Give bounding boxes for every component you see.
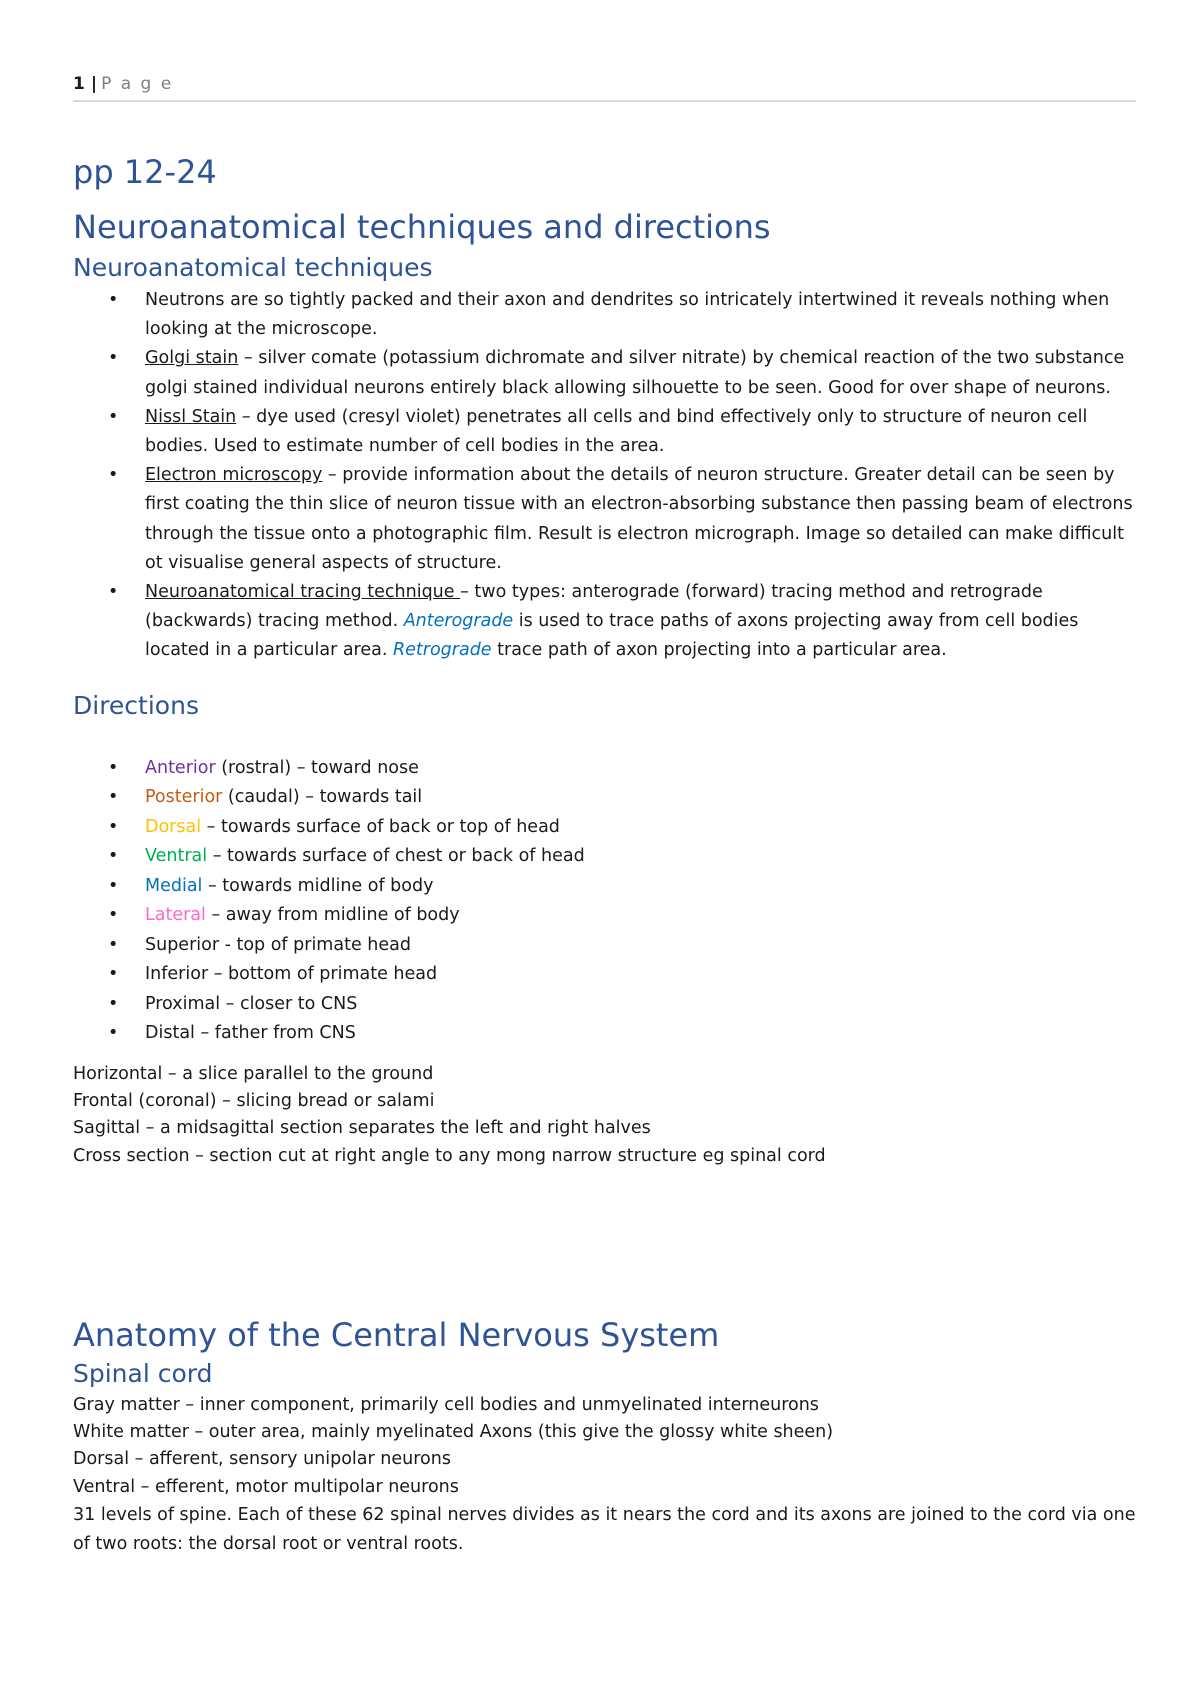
direction-term: Dorsal [145,816,202,837]
term-golgi-stain: Golgi stain [145,348,239,369]
bullet-icon: • [108,290,119,310]
direction-term: Lateral [145,905,206,926]
list-item: • Nissl Stain – dye used (cresyl violet) penetrates all cells and bind effectively only to structure of neuron cell bodies. Used to estimate number of cell bodies in the area. [73,403,1136,461]
direction-description: Inferior – bottom of primate head [145,964,438,985]
direction-item [73,754,1136,784]
direction-description: – towards surface of chest or back of head [207,846,585,867]
bullet-icon: • [108,934,119,955]
page-header [73,74,173,94]
bullet-icon: • [108,465,119,486]
subheading-directions: Directions [73,690,199,720]
page-number: 1 [73,74,85,94]
direction-description: Distal – father from CNS [145,1023,356,1044]
direction-item [73,960,1136,990]
direction-term: Ventral [145,846,208,867]
document-title: pp 12-24 [73,153,217,191]
direction-term: Anterior [145,757,216,778]
list-item: • Golgi stain – silver comate (potassium dichromate and silver nitrate) by chemical reaction of the two substance golgi stained individual neurons entirely black allowing silhouette to be seen. Good for over shape of neurons. [73,344,1136,402]
section-heading-techniques-directions: Neuroanatomical techniques and directions [73,208,771,246]
term-electron-microscopy: Electron microscopy [145,465,323,486]
direction-description: Superior - top of primate head [145,934,411,955]
direction-term: Medial [145,875,203,896]
spinal-cord-paragraph: 31 levels of spine. Each of these 62 spinal nerves divides as it nears the cord and its axons are joined to the cord via one of two roots: the dorsal root or ventral roots. [73,1505,1136,1555]
planes-list [73,1061,1136,1170]
list-item: • Neuroanatomical tracing technique – two types: anterograde (forward) tracing method and retrograde (backwards) tracing method. Anterograde is used to trace paths of axons projecting away from cell bodies located in a particular area. Retrograde trace path of axon projecting into a particular area. [73,578,1136,666]
direction-description: – away from midline of body [205,905,460,926]
direction-description: – towards surface of back or top of head [201,816,560,837]
bullet-icon: • [108,816,119,837]
direction-item [73,990,1136,1020]
page-label: P a g e [101,74,174,94]
subheading-spinal-cord: Spinal cord [73,1358,213,1388]
spinal-cord-lines [73,1392,1136,1501]
direction-item [73,813,1136,843]
direction-description: (rostral) – toward nose [215,757,419,778]
list-item: • Neutrons are so tightly packed and their axon and dendrites so intricately intertwined it reveals nothing when looking at the microscope. [73,286,1136,344]
term-tracing-technique: Neuroanatomical tracing technique [145,582,461,603]
bullet-icon: • [108,905,119,926]
direction-description: – towards midline of body [202,875,434,896]
direction-item [73,1019,1136,1049]
direction-item [73,901,1136,931]
term-retrograde: Retrograde [392,640,492,661]
direction-item [73,872,1136,902]
bullet-icon: • [108,993,119,1014]
plane-line: Horizontal – a slice parallel to the ground [73,1063,434,1084]
document-body [73,150,1136,1559]
bullet-icon: • [108,1023,119,1044]
header-rule [73,100,1136,102]
subheading-techniques: Neuroanatomical techniques [73,253,433,282]
spinal-cord-line: Dorsal – afferent, sensory unipolar neurons [73,1449,451,1470]
plane-line: Cross section – section cut at right angle to any mong narrow structure eg spinal cord [73,1145,826,1166]
directions-list [73,754,1136,1049]
bullet-icon: • [108,787,119,808]
bullet-icon: • [108,406,119,427]
direction-item [73,931,1136,961]
header-separator: | [90,74,98,94]
direction-term: Posterior [145,787,223,808]
direction-description: (caudal) – towards tail [222,787,423,808]
bullet-icon: • [108,964,119,985]
spinal-cord-line: Ventral – efferent, motor multipolar neurons [73,1476,459,1497]
direction-item [73,783,1136,813]
plane-line: Frontal (coronal) – slicing bread or salami [73,1090,435,1111]
bullet-icon: • [108,348,119,369]
spinal-cord-line: White matter – outer area, mainly myelinated Axons (this give the glossy white sheen) [73,1422,834,1443]
direction-description: Proximal – closer to CNS [145,993,358,1014]
bullet-icon: • [108,875,119,896]
direction-item [73,842,1136,872]
term-nissl-stain: Nissl Stain [145,406,237,427]
bullet-icon: • [108,757,119,778]
term-anterograde: Anterograde [403,611,514,632]
spinal-cord-line: Gray matter – inner component, primarily cell bodies and unmyelinated interneurons [73,1394,819,1415]
bullet-icon: • [108,582,119,603]
list-item: • Electron microscopy – provide information about the details of neuron structure. Greater detail can be seen by first coating the thin slice of neuron tissue with an electron-absorbing substance then passing beam of electrons through the tissue onto a photographic film. Result is electron micrograph. Image so detailed can make difficult ot visualise general aspects of structure. [73,461,1136,578]
section-heading-cns-anatomy: Anatomy of the Central Nervous System [73,1315,720,1354]
bullet-icon: • [108,846,119,867]
plane-line: Sagittal – a midsagittal section separates the left and right halves [73,1118,651,1139]
techniques-list [73,286,1136,666]
